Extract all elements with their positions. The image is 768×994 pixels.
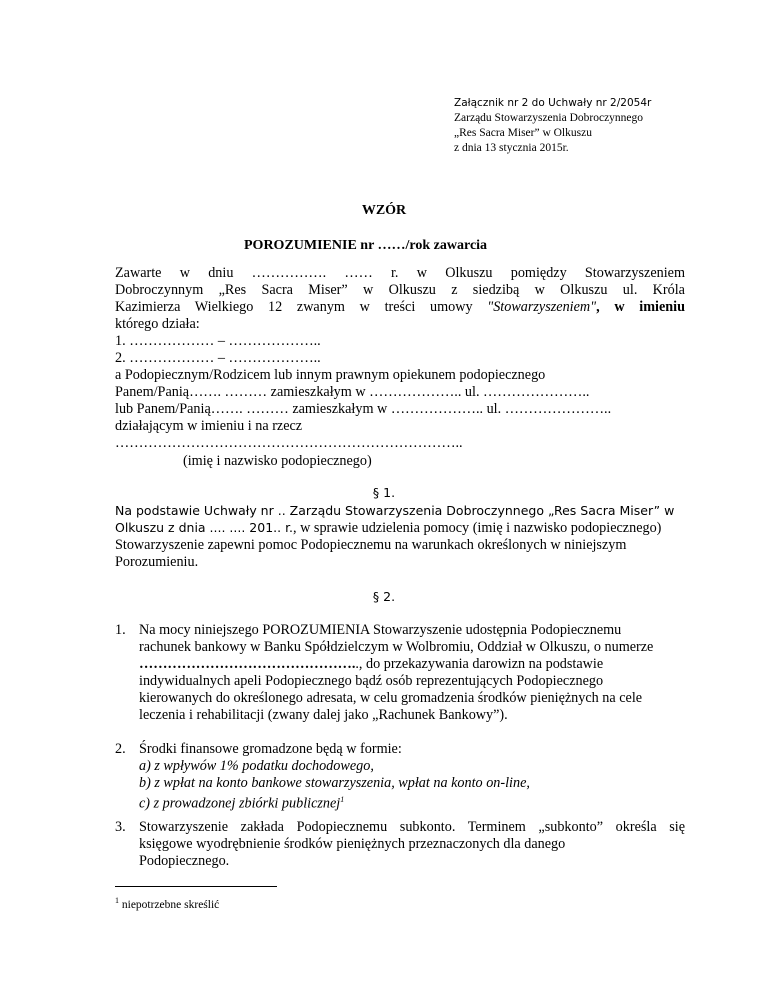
intro-line-1: Zawarte w dniu ……………. …… r. w Olkuszu pomiędzy Stowarzyszeniem: [115, 265, 685, 281]
point-3-line-3: Podopiecznego.: [139, 853, 230, 869]
point-1-line-3: [139, 656, 685, 673]
point-2-item-c: [139, 792, 685, 812]
point-1-line-4: indywidualnych apeli Podopiecznego bądź osób reprezentujących Podopiecznego: [139, 673, 604, 689]
point-3-line-1: Stowarzyszenie zakłada Podopiecznemu subkonto. Terminem „subkonto” określa się: [139, 819, 685, 835]
point-1-line-2: rachunek bankowy w Banku Spółdzielczym w Wolbromiu, Oddział w Olkuszu, o numerze: [139, 639, 654, 655]
attachment-line-1: Załącznik nr 2 do Uchwały nr 2/2054r: [454, 97, 652, 109]
intro-line-2: Dobroczynnym „Res Sacra Miser” w Olkuszu z siedzibą w Olkuszu ul. Króla: [115, 282, 685, 298]
account-number-blank: ……………………………………….: [139, 656, 356, 672]
point-3-number: 3.: [115, 819, 126, 835]
intro-line-10: działającym w imieniu i na rzecz: [115, 418, 303, 434]
point-3-line-2: księgowe wyodrębnienie środków pieniężnych przeznaczonych dla danego: [139, 836, 566, 852]
point-2-number: 2.: [115, 741, 126, 757]
attachment-line-2: Zarządu Stowarzyszenia Dobroczynnego: [454, 112, 644, 124]
point-1-line-6: leczenia i rehabilitacji (zwany dalej jako „Rachunek Bankowy”).: [139, 707, 508, 723]
point-1-line-1: Na mocy niniejszego POROZUMIENIA Stowarzyszenie udostępnia Podopiecznemu: [139, 622, 622, 638]
point-1-number: 1.: [115, 622, 126, 638]
point-2-item-a: a) z wpływów 1% podatku dochodowego,: [139, 758, 374, 774]
intro-line-4: którego działa:: [115, 316, 200, 332]
section-2-point-3: [115, 819, 685, 875]
intro-line-6: 2. ……………… – ………………..: [115, 350, 321, 366]
attachment-line-3: „Res Sacra Miser” w Olkuszu: [454, 127, 592, 139]
section-2-point-2: [115, 741, 685, 813]
agreement-title: POROZUMIENIE nr ……/rok zawarcia: [244, 238, 488, 253]
point-1-line-5: kierowanych do określonego adresata, w celu gromadzenia środków pieniężnych na cele: [139, 690, 643, 706]
intro-line-12: (imię i nazwisko podopiecznego): [183, 453, 372, 469]
point-2-item-c-text: c) z prowadzonej zbiórki publicznej: [139, 795, 341, 812]
footnote-separator: [115, 886, 277, 887]
section-1-line-3: Stowarzyszenie zapewni pomoc Podopiecznemu na warunkach określonych w niniejszym: [115, 537, 627, 553]
point-2-line-1: Środki finansowe gromadzone będą w formie:: [139, 741, 402, 757]
footnote-reference: 1: [340, 795, 345, 804]
section-1-line-1: Na podstawie Uchwały nr .. Zarządu Stowarzyszenia Dobroczynnego „Res Sacra Miser” w: [115, 503, 675, 518]
intro-comma: , w imieniu: [596, 299, 685, 315]
intro-association-term: "Stowarzyszeniem": [487, 299, 597, 315]
point-1-line-3b: ., do przekazywania darowizn na podstawie: [355, 656, 604, 672]
intro-line-3: [115, 299, 685, 316]
point-2-item-b: b) z wpłat na konto bankowe stowarzyszenia, wpłat na konto on-line,: [139, 775, 530, 791]
section-2-mark: § 2.: [372, 589, 396, 604]
intro-line-7: a Podopiecznym/Rodzicem lub innym prawnym opiekunem podopiecznego: [115, 367, 546, 383]
document-heading: WZÓR: [361, 203, 407, 218]
footnote-number: 1: [115, 896, 119, 905]
footnote-text: niepotrzebne skreślić: [119, 898, 220, 911]
attachment-line-4: z dnia 13 stycznia 2015r.: [454, 142, 569, 154]
intro-line-9: lub Panem/Panią……. ……… zamieszkałym w ……………….. ul. …………………..: [115, 401, 612, 417]
intro-line-3a: Kazimierza Wielkiego 12 zwanym w treści umowy: [115, 299, 488, 315]
intro-line-5: 1. ……………… – ………………..: [115, 333, 321, 349]
section-1-line-2b: , w sprawie udzielenia pomocy (imię i nazwisko podopiecznego): [293, 520, 662, 536]
section-1-line-4: Porozumieniu.: [115, 554, 199, 570]
section-2-point-1: [115, 622, 685, 734]
attachment-note: [454, 96, 714, 156]
section-1-line-2a: Olkuszu z dnia .... .... 201.. r.: [115, 520, 294, 535]
section-1-line-2: [115, 520, 685, 537]
intro-line-11: ………………………………………………………………..: [115, 435, 463, 451]
intro-line-8: Panem/Panią……. ……… zamieszkałym w ……………….. ul. …………………..: [115, 384, 590, 400]
footnote: [115, 896, 219, 911]
section-1-mark: § 1.: [372, 485, 396, 500]
